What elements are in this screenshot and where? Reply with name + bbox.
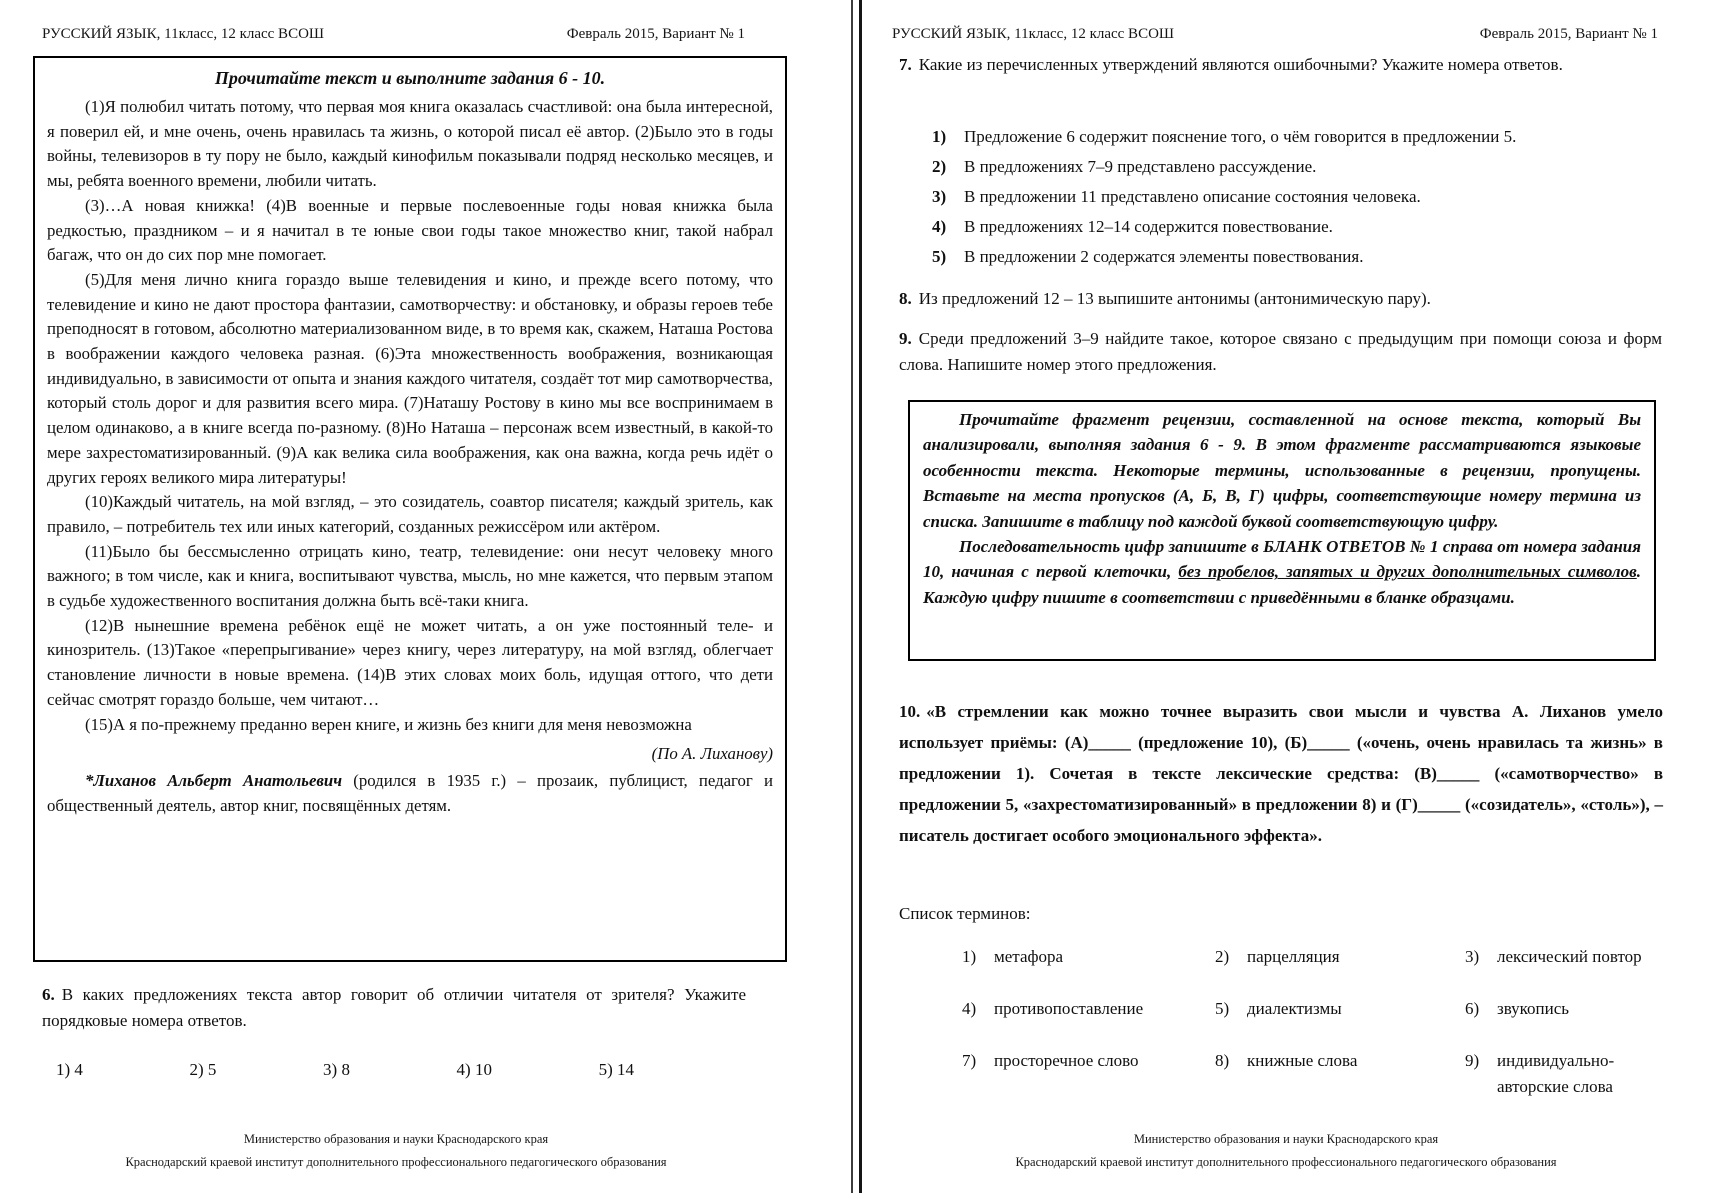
question-10-text: «В стремлении как можно точнее выразить свои мысли и чувства А. Лиханов умело использует приёмы: (А)_____ (предложение 10), (Б)_____ («очень, очень нравилась та жизнь» в предложении 1). Сочетая в тексте лексические средства: (В)_____ («самотворчество» в предложении 5, «захрестоматизированный» в предложении 8) и (Г)_____ («созидатель», «столь»), – писатель достигает особого эмоционального эффекта».	[899, 702, 1663, 845]
terms-list-label: Список терминов:	[899, 904, 1031, 923]
option-text: В предложениях 7–9 представлено рассуждение.	[964, 157, 1317, 176]
instruction-p2-pre: Последовательность цифр запишите в БЛАНК ОТВЕТОВ № 1 справа от номера задания 10, начиная с первой клеточки,	[923, 537, 1641, 582]
option-number: 5)	[932, 247, 947, 266]
page-divider-line-thin	[851, 0, 853, 1193]
author-note-name: *Лиханов Альберт Анатольевич	[85, 770, 343, 790]
instruction-paragraph-2	[923, 534, 1641, 610]
option-number: 1)	[932, 127, 947, 146]
text-paragraph-5: (11)Было бы бессмысленно отрицать кино, театр, телевидение: они несут человеку много важного; в том числе, как и книга, воспитывают чувства, мысль, но мне кажется, что первым этапом в судьбе художественного воспитания должна быть всё-таки книга.	[47, 541, 773, 611]
term-item-5	[1215, 996, 1465, 1022]
question-9-text: Среди предложений 3–9 найдите такое, которое связано с предыдущим при помощи союза и форм слова. Напишите номер этого предложения.	[899, 329, 1662, 374]
instruction-box	[908, 400, 1656, 661]
text-attribution: (По А. Лиханову)	[651, 744, 773, 764]
question-6-option-4: 4) 10	[456, 1060, 492, 1079]
question-8-number: 8.	[899, 289, 912, 308]
question-6-number: 6.	[42, 985, 55, 1004]
question-7-number: 7.	[899, 55, 912, 74]
option-number: 2)	[932, 157, 947, 176]
option-text: В предложении 11 представлено описание состояния человека.	[964, 187, 1421, 206]
option-text: В предложениях 12–14 содержится повествование.	[964, 217, 1333, 236]
question-7-option-3	[932, 182, 1644, 212]
page-header-variant: Февраль 2015, Вариант № 1	[566, 26, 745, 42]
question-7-option-4	[932, 212, 1644, 242]
question-7-options-list	[932, 122, 1644, 272]
question-6	[42, 982, 746, 1034]
option-number: 4)	[932, 217, 947, 236]
option-text: В предложении 2 содержатся элементы повествования.	[964, 247, 1364, 266]
term-number: 2)	[1215, 947, 1230, 966]
question-9-number: 9.	[899, 329, 912, 348]
term-text: звукопись	[1497, 999, 1570, 1018]
instruction-p2-post: . Каждую цифру пишите в соответствии с приведёнными в бланке образцами.	[923, 562, 1641, 607]
question-6-option-2: 2) 5	[189, 1060, 217, 1079]
term-number: 4)	[962, 999, 977, 1018]
question-7-text: Какие из перечисленных утверждений являются ошибочными? Укажите номера ответов.	[918, 55, 1563, 74]
question-6-text: В каких предложениях текста автор говорит об отличии читателя от зрителя? Укажите порядковые номера ответов.	[42, 985, 746, 1030]
text-paragraph-3: (5)Для меня лично книга гораздо выше телевидения и кино, и прежде всего потому, что телевидение и кино не дают простора фантазии, самотворчеству: и обстановку, и образы героев тебе преподносят в готовом, абсолютно материализованном виде, в то время как, скажем, Наташа Ростова в воображении каждого человека разная. (6)Эта множественность воображения, возникающая индивидуально, в зависимости от опыта и знания каждого читателя, создаёт тот мир самотворчества, который столь дорог и для развития всего мира. (7)Наташу Ростову в кино мы все воспринимаем в целом одинаково, а в книге всегда по-разному. (8)Но Наташа – персонаж всем известный, в какой-то мере захрестоматизированный. (9)А как велика сила воображения, как она важна, когда речь идёт о других героях великого мира литературы!	[47, 269, 773, 487]
term-text: парцелляция	[1247, 947, 1340, 966]
page-footer	[0, 1128, 792, 1174]
option-number: 3)	[932, 187, 947, 206]
question-7-option-5	[932, 242, 1644, 272]
term-item-2	[1215, 944, 1465, 970]
term-number: 5)	[1215, 999, 1230, 1018]
term-number: 7)	[962, 1051, 977, 1070]
term-item-8	[1215, 1048, 1465, 1100]
text-paragraph-6: (12)В нынешние времена ребёнок ещё не может читать, а он уже постоянный теле- и кинозритель. (13)Такое «перепрыгивание» через книгу, через литературу, на мой взгляд, облегчает становление личности в новые времена. (14)В этих словах моих боль, идущая оттого, что дети сейчас смотрят гораздо больше, чем читают…	[47, 615, 773, 709]
term-text: просторечное слово	[994, 1051, 1139, 1070]
question-6-options-row	[56, 1060, 634, 1080]
question-9	[899, 326, 1662, 378]
question-10-number: 10.	[899, 702, 921, 721]
page-header-variant: Февраль 2015, Вариант № 1	[1479, 26, 1658, 42]
term-item-7	[962, 1048, 1215, 1100]
term-text: книжные слова	[1247, 1051, 1358, 1070]
instruction-p2-underlined: без пробелов, запятых и других дополнительных символов	[1178, 562, 1637, 582]
page-header-subject: РУССКИЙ ЯЗЫК, 11класс, 12 класс ВСОШ	[892, 26, 1175, 42]
term-text: диалектизмы	[1247, 999, 1342, 1018]
question-6-option-3: 3) 8	[323, 1060, 350, 1079]
term-number: 3)	[1465, 947, 1480, 966]
exam-page-right	[862, 0, 1710, 1193]
author-note	[47, 769, 773, 818]
term-item-9	[1465, 1048, 1668, 1100]
term-item-4	[962, 996, 1215, 1022]
term-number: 9)	[1465, 1051, 1480, 1070]
term-text: противопоставление	[994, 999, 1144, 1018]
reading-text-title: Прочитайте текст и выполните задания 6 - 10.	[214, 68, 606, 88]
term-text: лексический повтор	[1497, 947, 1642, 966]
term-number: 6)	[1465, 999, 1480, 1018]
text-paragraph-7: (15)А я по-прежнему преданно верен книге, и жизнь без книги для меня невозможна	[85, 714, 692, 734]
page-footer	[862, 1128, 1710, 1174]
footer-line-2: Краснодарский краевой институт дополнительного профессионального педагогического образования	[1015, 1155, 1557, 1169]
text-paragraph-1: (1)Я полюбил читать потому, что первая моя книга оказалась счастливой: она была интересной, я поверил ей, и мне очень, очень нравилась та жизнь, о которой писал её автор. (2)Было это в годы войны, телевизоров в ту пору не было, каждый кинофильм показывали подряд несколько месяцев, и мы, ребята военного времени, любили читать.	[47, 97, 773, 191]
question-10	[899, 696, 1663, 851]
reading-text-box	[33, 56, 787, 962]
author-note-rest: (родился в 1935 г.) – прозаик, публицист, педагог и общественный деятель, автор книг, посвящённых детям.	[47, 770, 773, 815]
question-8-text: Из предложений 12 – 13 выпишите антонимы (антонимическую пару).	[918, 289, 1431, 308]
question-7	[899, 52, 1662, 78]
question-8	[899, 286, 1662, 312]
question-6-option-5: 5) 14	[598, 1060, 634, 1079]
question-7-option-2	[932, 152, 1644, 182]
term-item-6	[1465, 996, 1668, 1022]
option-text: Предложение 6 содержит пояснение того, о чём говорится в предложении 5.	[964, 127, 1517, 146]
exam-page-left	[0, 0, 851, 1193]
text-paragraph-4: (10)Каждый читатель, на мой взгляд, – это созидатель, соавтор писателя; каждый зритель, как правило, – потребитель тех или иных категорий, созданных режиссёром или актёром.	[47, 492, 773, 536]
term-text: индивидуально-авторские слова	[1497, 1051, 1615, 1096]
term-number: 1)	[962, 947, 977, 966]
term-item-3	[1465, 944, 1668, 970]
text-paragraph-2: (3)…А новая книжка! (4)В военные и первые послевоенные годы новая книжка была редкостью, праздником – и я начитал в те юные свои годы такое множество книг, такой набрал багаж, что он до сих пор мне помогает.	[47, 195, 773, 265]
terms-grid	[962, 944, 1668, 1100]
footer-line-1: Министерство образования и науки Краснодарского края	[243, 1132, 549, 1146]
footer-line-2: Краснодарский краевой институт дополнительного профессионального педагогического образования	[125, 1155, 667, 1169]
term-item-1	[962, 944, 1215, 970]
instruction-paragraph-1: Прочитайте фрагмент рецензии, составленной на основе текста, который Вы анализировали, выполняя задания 6 - 9. В этом фрагменте рассматриваются языковые особенности текста. Некоторые термины, использованные в рецензии, пропущены. Вставьте на места пропусков (А, Б, В, Г) цифры, соответствующие номеру термина из списка. Запишите в таблицу под каждой буквой соответствующую цифру.	[923, 410, 1641, 531]
question-6-option-1: 1) 4	[56, 1060, 83, 1079]
term-text: метафора	[994, 947, 1064, 966]
page-header-subject: РУССКИЙ ЯЗЫК, 11класс, 12 класс ВСОШ	[42, 26, 325, 42]
footer-line-1: Министерство образования и науки Краснодарского края	[1133, 1132, 1439, 1146]
term-number: 8)	[1215, 1051, 1230, 1070]
question-7-option-1	[932, 122, 1644, 152]
